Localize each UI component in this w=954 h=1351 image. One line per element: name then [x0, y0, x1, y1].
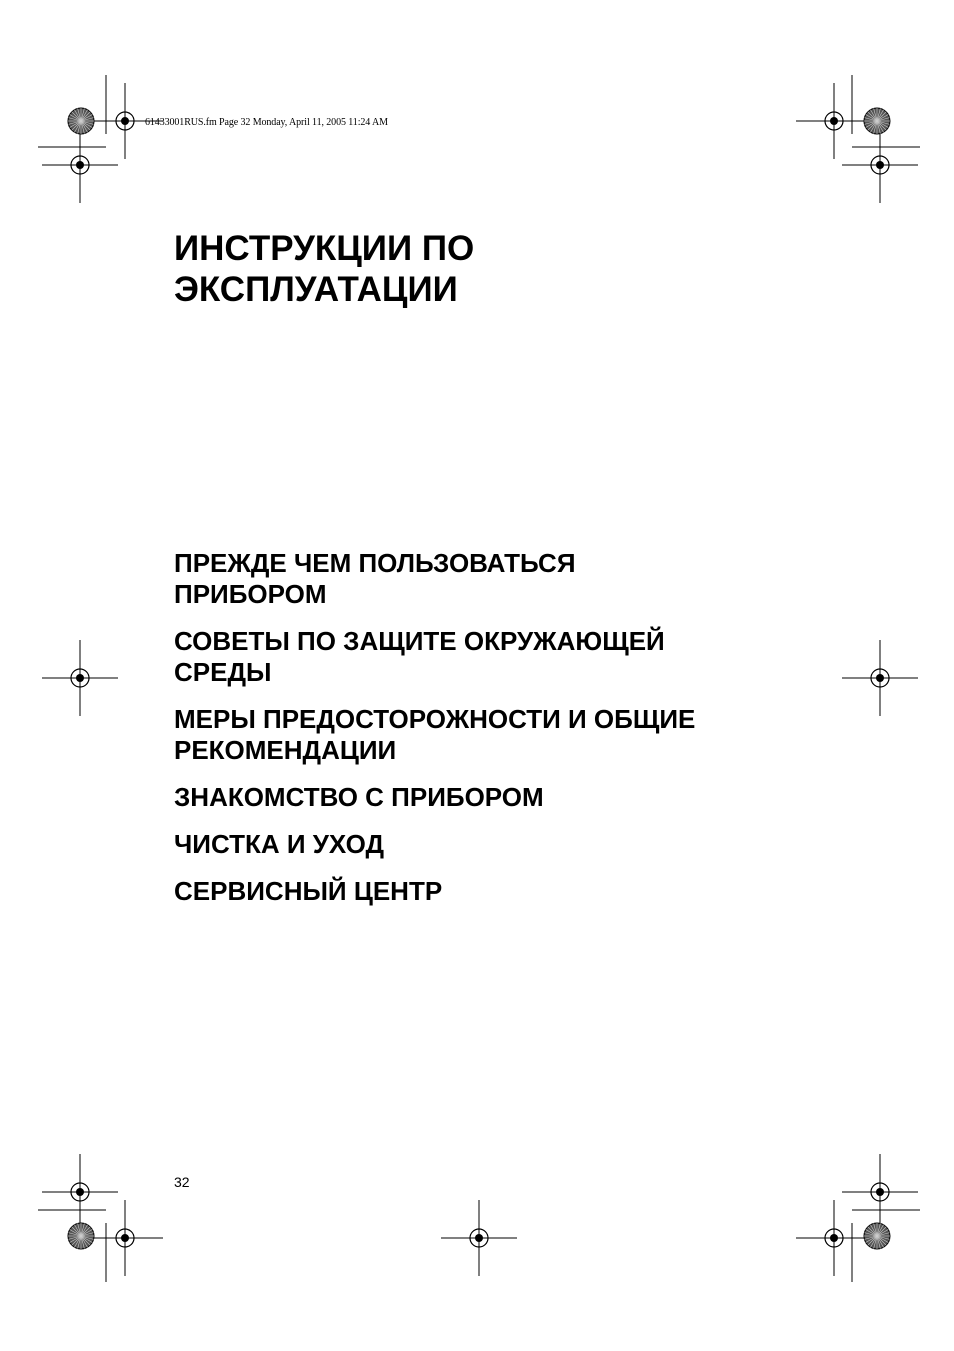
registration-target-icon [441, 1200, 517, 1276]
contents-item-line: СЕРВИСНЫЙ ЦЕНТР [174, 876, 443, 906]
contents-list [174, 548, 814, 923]
contents-item-line: РЕКОМЕНДАЦИИ [174, 735, 397, 765]
contents-item [174, 782, 814, 813]
contents-item-line: ЧИСТКА И УХОД [174, 829, 384, 859]
title-line-1: ИНСТРУКЦИИ ПО [174, 229, 475, 268]
contents-item-line: СРЕДЫ [174, 657, 272, 687]
registration-target-icon [842, 127, 918, 203]
registration-rosette-icon [68, 1223, 94, 1249]
registration-rosette-icon [864, 108, 890, 134]
registration-target-icon [842, 640, 918, 716]
contents-item [174, 548, 814, 610]
registration-target-icon [842, 1154, 918, 1230]
registration-rosette-icon [864, 1223, 890, 1249]
title-line-2: ЭКСПЛУАТАЦИИ [174, 270, 458, 309]
registration-target-icon [796, 1200, 872, 1276]
registration-target-icon [87, 1200, 163, 1276]
contents-item-line: ПРЕЖДЕ ЧЕМ ПОЛЬЗОВАТЬСЯ [174, 548, 576, 578]
page-title [174, 228, 474, 310]
registration-target-icon [42, 640, 118, 716]
file-info-header: 61433001RUS.fm Page 32 Monday, April 11, 2005 11:24 AM [145, 117, 388, 128]
contents-item [174, 829, 814, 860]
registration-target-icon [42, 1154, 118, 1230]
contents-item-line: ЗНАКОМСТВО С ПРИБОРОМ [174, 782, 544, 812]
contents-item-line: ПРИБОРОМ [174, 579, 327, 609]
page-number: 32 [174, 1174, 190, 1190]
registration-target-icon [42, 127, 118, 203]
registration-target-icon [796, 83, 872, 159]
contents-item-line: МЕРЫ ПРЕДОСТОРОЖНОСТИ И ОБЩИЕ [174, 704, 696, 734]
contents-item [174, 626, 814, 688]
contents-item [174, 876, 814, 907]
registration-rosette-icon [68, 108, 94, 134]
contents-item-line: СОВЕТЫ ПО ЗАЩИТЕ ОКРУЖАЮЩЕЙ [174, 626, 665, 656]
contents-item [174, 704, 814, 766]
